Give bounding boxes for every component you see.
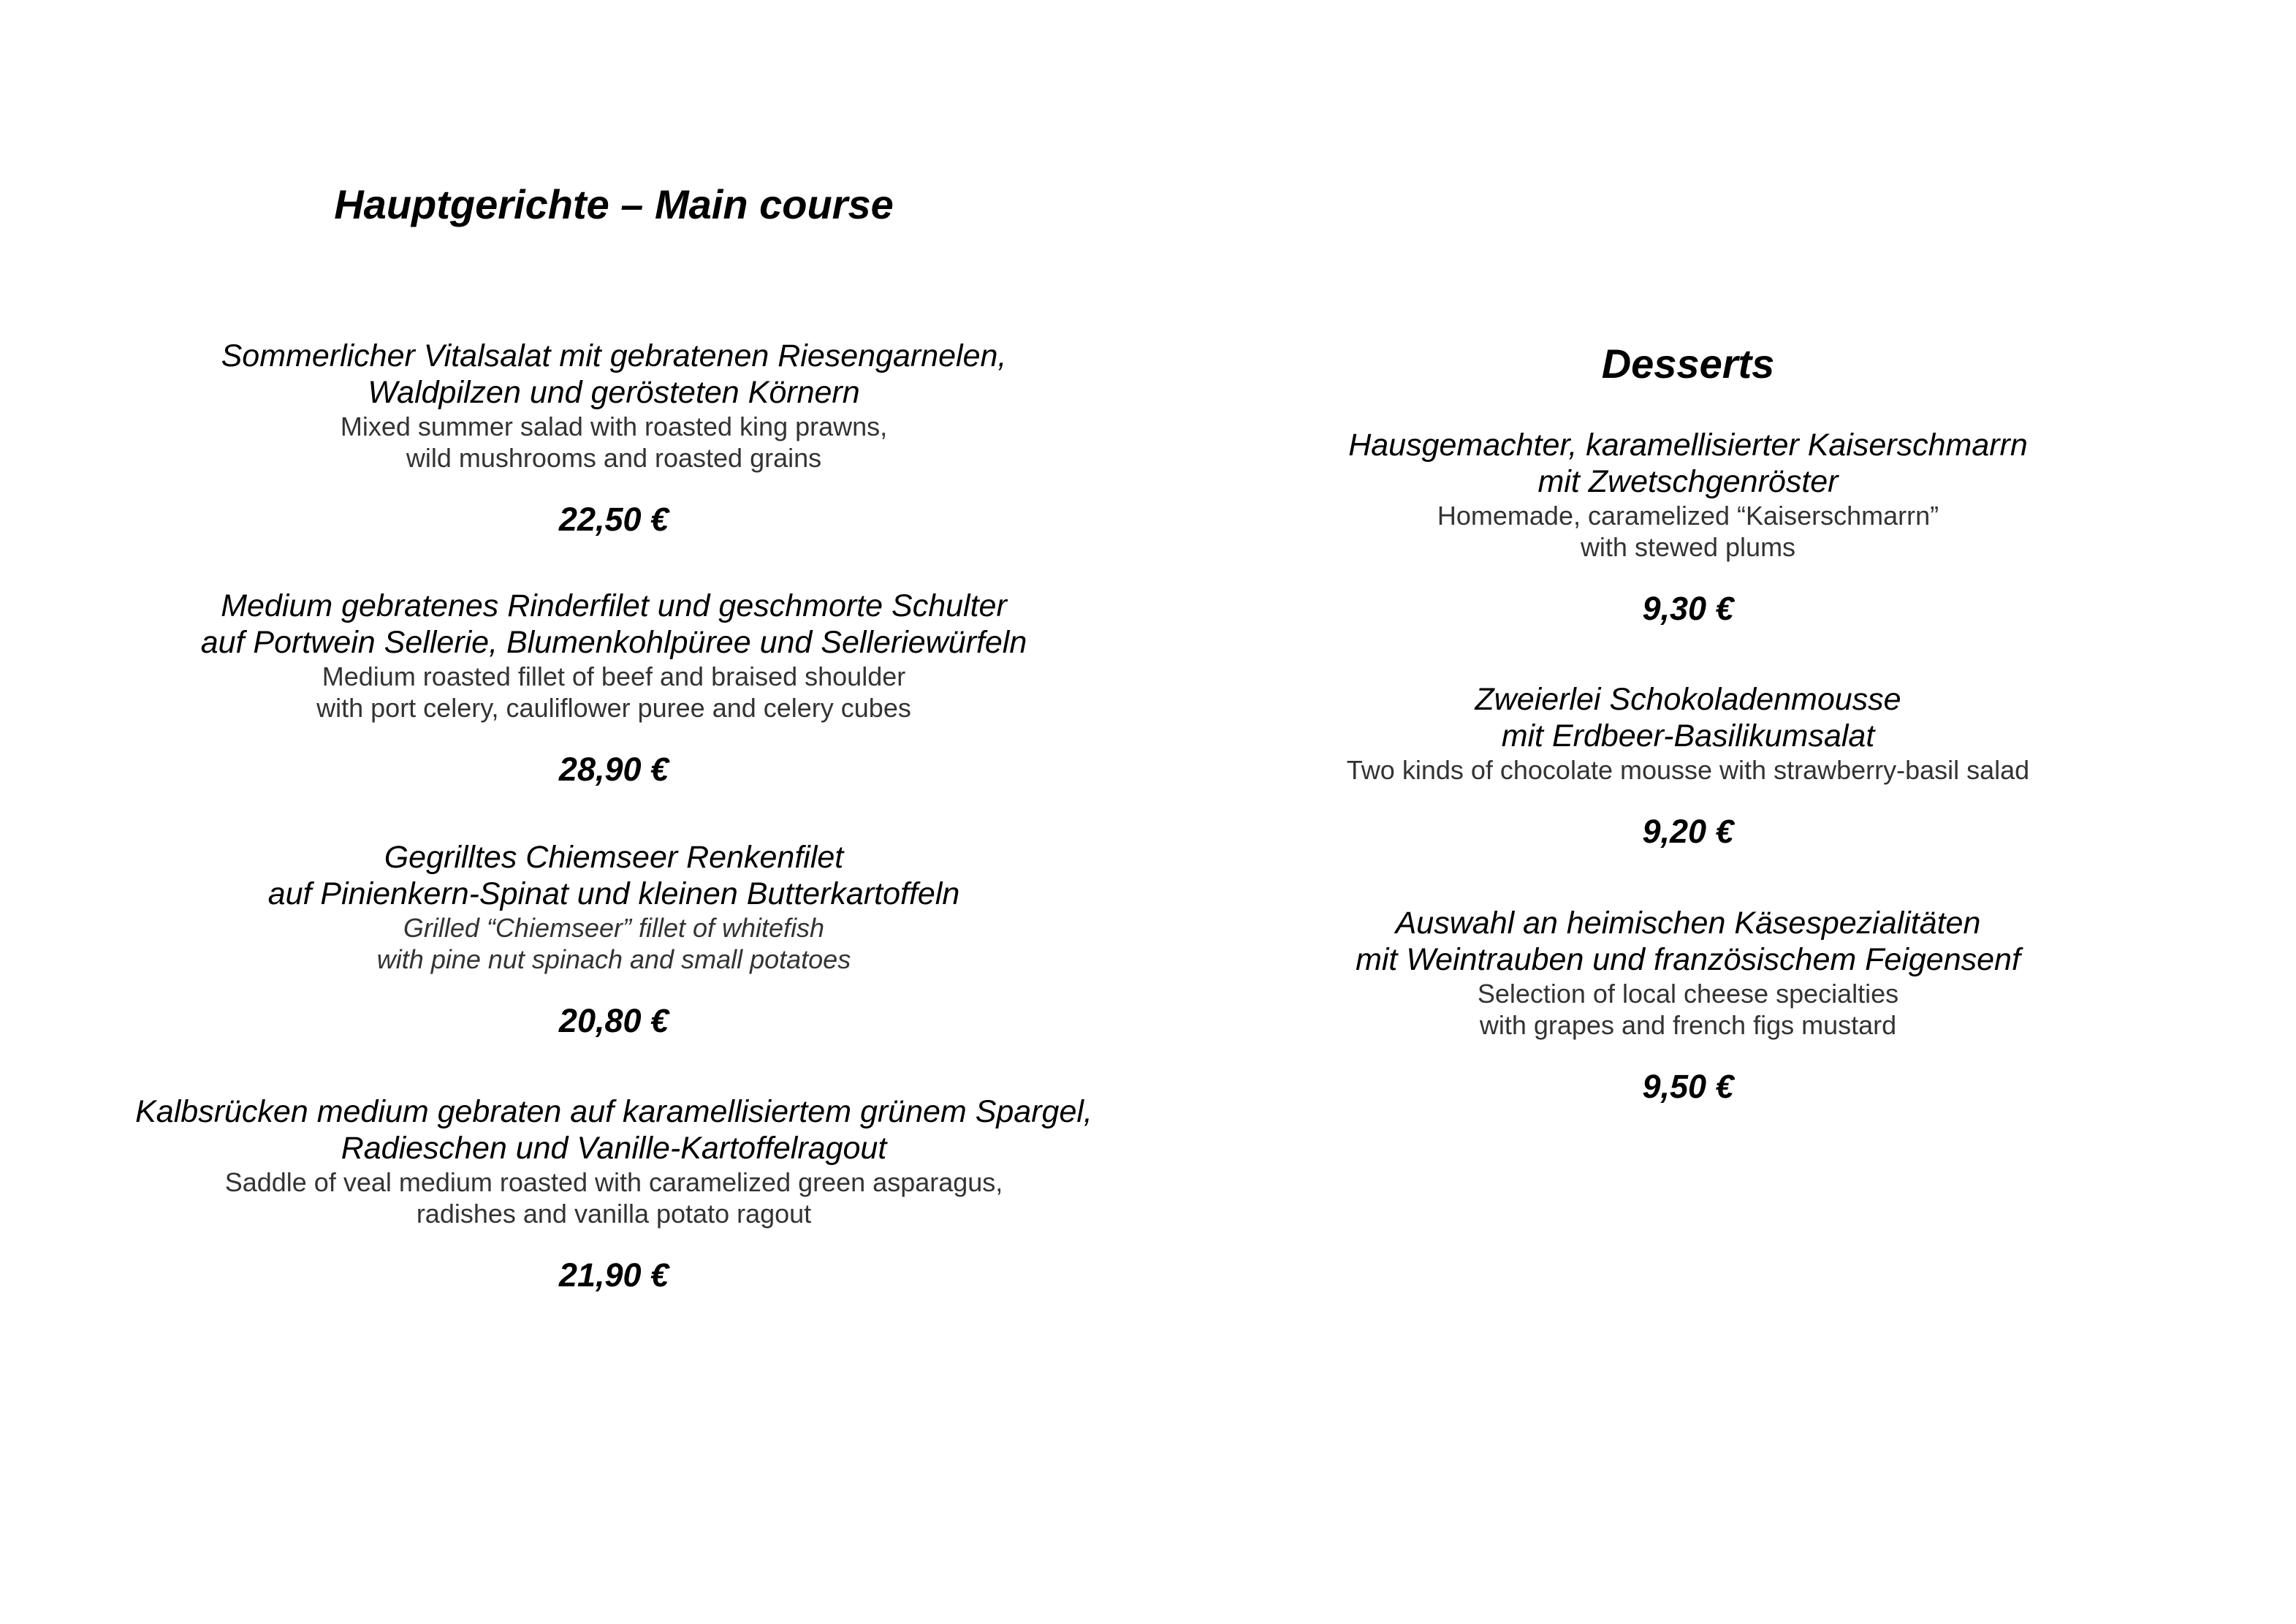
dish-name-de-line: Radieschen und Vanille-Kartoffelragout <box>341 1131 887 1166</box>
dish-name-en-line: Homemade, caramelized “Kaiserschmarrn” <box>1437 501 1939 531</box>
dish-name-de-line: Medium gebratenes Rinderfilet und geschmorte Schulter <box>221 588 1007 623</box>
main-course-title: Hauptgerichte – Main course <box>334 181 894 227</box>
dish-name-de-line: mit Weintrauben und französischem Feigensenf <box>1356 942 2021 977</box>
dish-name-en-line: Medium roasted fillet of beef and braised shoulder <box>322 661 906 691</box>
dish-name-en-line: with port celery, cauliflower puree and celery cubes <box>316 693 911 723</box>
dish-name-de-line: Kalbsrücken medium gebraten auf karamellisiertem grünem Spargel, <box>135 1094 1092 1129</box>
dish-price: 20,80 € <box>558 1002 669 1039</box>
dish-name-en-line: wild mushrooms and roasted grains <box>406 443 822 473</box>
dish-name-en-line: with grapes and french figs mustard <box>1479 1010 1897 1040</box>
dish-kaiserschmarrn <box>1286 427 2090 628</box>
dish-name-en-line: Two kinds of chocolate mousse with strawberry-basil salad <box>1346 755 2030 785</box>
dish-name-de-line: mit Zwetschgenröster <box>1537 464 1839 499</box>
dish-name-de-line: Hausgemachter, karamellisierter Kaiserschmarrn <box>1348 428 2028 463</box>
dish-name-en-line: Mixed summer salad with roasted king prawns, <box>340 411 888 441</box>
dish-name-en-line: radishes and vanilla potato ragout <box>416 1199 812 1229</box>
dish-price: 21,90 € <box>558 1256 669 1294</box>
dish-name-en-line: Selection of local cheese specialties <box>1477 979 1899 1009</box>
dish-price: 22,50 € <box>558 501 669 538</box>
dish-name-en-line: with stewed plums <box>1580 532 1796 562</box>
dish-veal-saddle <box>102 1093 1125 1294</box>
dish-name-en-line: with pine nut spinach and small potatoes <box>376 944 851 974</box>
dish-name-en-line: Saddle of veal medium roasted with caramelized green asparagus, <box>224 1167 1003 1197</box>
dish-price: 9,20 € <box>1642 813 1734 850</box>
dish-price: 28,90 € <box>558 751 669 788</box>
dish-whitefish <box>102 839 1125 1040</box>
dish-name-en-line: Grilled “Chiemseer” fillet of whitefish <box>403 913 825 943</box>
dish-name-de-line: auf Pinienkern-Spinat und kleinen Butterkartoffeln <box>267 876 960 911</box>
dish-price: 9,30 € <box>1642 590 1734 627</box>
dish-price: 9,50 € <box>1642 1068 1734 1105</box>
dish-name-de-line: Zweierlei Schokoladenmousse <box>1475 682 1901 717</box>
dish-name-de-line: Auswahl an heimischen Käsespezialitäten <box>1395 906 1981 941</box>
dish-beef-fillet <box>102 588 1125 789</box>
dish-name-de-line: Sommerlicher Vitalsalat mit gebratenen Riesengarnelen, <box>221 338 1007 373</box>
dish-vital-salad <box>102 338 1125 539</box>
dish-name-de-line: mit Erdbeer-Basilikumsalat <box>1501 718 1875 754</box>
dish-name-de-line: Waldpilzen und gerösteten Körnern <box>368 375 860 410</box>
dish-chocolate-mousse <box>1286 681 2090 851</box>
dish-name-de-line: Gegrilltes Chiemseer Renkenfilet <box>384 840 844 875</box>
dish-name-de-line: auf Portwein Sellerie, Blumenkohlpüree und Selleriewürfeln <box>200 625 1027 660</box>
desserts-title: Desserts <box>1601 341 1775 387</box>
dish-cheese-selection <box>1286 905 2090 1106</box>
